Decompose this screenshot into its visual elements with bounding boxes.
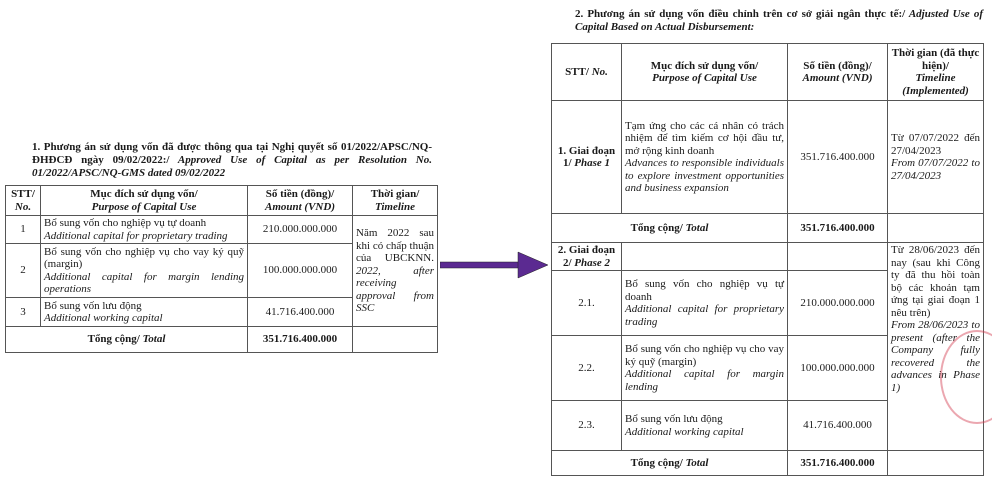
amount: 100.000.000.000	[248, 244, 353, 298]
total-label-en: Total	[682, 456, 709, 469]
phase2-label-en: Phase 2	[571, 256, 611, 269]
header-purpose-en: Purpose of Capital Use	[652, 72, 757, 84]
total-amount: 351.716.400.000	[788, 214, 888, 243]
phase2-row	[552, 243, 984, 271]
header-amount-en: Amount (VND)	[802, 72, 873, 84]
timeline-vi: Năm 2022 sau khi có chấp thuận của UBCKNN.	[356, 227, 434, 265]
header-timeline-en: Timeline	[375, 200, 415, 213]
purpose-en: Advances to responsible individuals to explore investment opportunities and business expansion	[625, 157, 784, 194]
purpose-vi: Bổ sung vốn cho nghiệp vụ cho vay ký quỹ (margin)	[44, 245, 244, 270]
header-no: STT/	[565, 65, 592, 78]
purpose-en: Additional working capital	[625, 425, 744, 438]
purpose-en: Additional working capital	[44, 312, 163, 324]
header-purpose: Mục đích sử dụng vốn/	[650, 59, 759, 72]
header-timeline: Thời gian/	[370, 188, 420, 200]
row-no: 2.3.	[552, 401, 622, 451]
timeline-en: 2022, after receiving approval from SSC	[356, 264, 434, 315]
phase2-label: 2. Giai đoạn 2/	[557, 244, 616, 269]
purpose-vi: Bổ sung vốn cho nghiệp vụ cho vay ký quỹ (margin)	[625, 343, 784, 368]
purpose-vi: Bổ sung vốn cho nghiệp vụ tự doanh	[44, 217, 207, 229]
timeline-en: From 07/07/2022 to 27/04/2023	[891, 157, 980, 182]
purpose-en: Additional capital for margin lending operations	[44, 270, 244, 295]
table-row	[6, 216, 438, 244]
phase1-label-en: Phase 1	[571, 157, 611, 169]
purpose-vi: Bổ sung vốn cho nghiệp vụ tự doanh	[625, 278, 784, 303]
total-label-en: Total	[682, 221, 709, 234]
amount: 351.716.400.000	[788, 101, 888, 214]
approved-capital-table	[5, 185, 438, 353]
phase2-total-row	[552, 451, 984, 476]
timeline-en: From 28/06/2023 to present (after the Company fully recovered the advances in Phase 1)	[891, 319, 980, 394]
phase1-label: 1. Giai đoạn 1/	[557, 144, 616, 169]
purpose-en: Additional capital for margin lending	[625, 368, 784, 393]
total-label-en: Total	[139, 333, 166, 346]
phase1-total-row	[552, 214, 984, 243]
section2-title	[575, 8, 983, 34]
row-no: 1	[6, 216, 41, 244]
total-label: Tổng cộng/	[630, 456, 683, 469]
header-amount: Số tiền (đồng)/	[803, 59, 872, 72]
phase1-row	[552, 101, 984, 214]
section1-title	[32, 141, 432, 180]
table-header-row	[552, 44, 984, 101]
amount: 210.000.000.000	[788, 271, 888, 336]
purpose-vi: Bổ sung vốn lưu động	[44, 299, 142, 312]
row-no: 3	[6, 298, 41, 327]
total-label: Tổng cộng/	[630, 221, 683, 234]
purpose-vi: Bổ sung vốn lưu động	[625, 413, 723, 425]
total-amount: 351.716.400.000	[248, 327, 353, 353]
header-no-en: No.	[14, 200, 32, 213]
amount: 41.716.400.000	[788, 401, 888, 451]
section2-title-vi: 2. Phương án sử dụng vốn điều chỉnh trên cơ sở giải ngân thực tế:/	[575, 8, 906, 20]
total-amount: 351.716.400.000	[788, 451, 888, 476]
header-amount-en: Amount (VND)	[265, 200, 335, 213]
row-no: 2.1.	[552, 271, 622, 336]
amount: 100.000.000.000	[788, 336, 888, 401]
timeline-vi: Từ 07/07/2022 đến 27/04/2023	[891, 132, 980, 157]
purpose-en: Additional capital for proprietary trading	[44, 229, 228, 242]
header-purpose-en: Purpose of Capital Use	[91, 200, 197, 213]
header-timeline: Thời gian (đã thực hiện)/	[891, 47, 980, 72]
adjusted-capital-table	[551, 43, 984, 476]
purpose-vi: Tạm ứng cho các cá nhân có trách nhiệm để tìm kiếm cơ hội đầu tư, mở rộng kinh doanh	[625, 119, 784, 157]
table-header-row	[6, 186, 438, 216]
amount: 41.716.400.000	[248, 298, 353, 327]
header-amount: Số tiền (đồng)/	[265, 188, 335, 200]
total-label: Tổng cộng/	[87, 333, 140, 346]
phase2-timeline-cell	[888, 243, 984, 451]
arrow-right-icon	[440, 250, 552, 280]
timeline-vi: Từ 28/06/2023 đến nay (sau khi Công ty đã thu hồi toàn bộ các khoản tạm ứng tại giai đoạn 1 nêu trên)	[891, 244, 980, 319]
section2-title-en: Adjusted Use of Capital Based on Actual Disbursement:	[575, 8, 983, 33]
section1-title-vi: 1. Phương án sử dụng vốn đã được thông qua tại Nghị quyết số 01/2022/APSC/NQ-ĐHĐCĐ ngày 09/02/2022:/	[32, 141, 432, 166]
header-timeline-en: Timeline (Implemented)	[902, 72, 969, 97]
timeline-cell	[353, 216, 438, 327]
amount: 210.000.000.000	[248, 216, 353, 244]
header-no-en: No.	[591, 65, 608, 78]
header-no: STT/	[11, 188, 35, 200]
purpose-en: Additional capital for proprietary trading	[625, 303, 784, 328]
header-purpose: Mục đích sử dụng vốn/	[90, 188, 198, 200]
row-no: 2.2.	[552, 336, 622, 401]
row-no: 2	[6, 244, 41, 298]
total-row	[6, 327, 438, 353]
section1-title-en: Approved Use of Capital as per Resolution No. 01/2022/APSC/NQ-GMS dated 09/02/2022	[32, 154, 432, 179]
